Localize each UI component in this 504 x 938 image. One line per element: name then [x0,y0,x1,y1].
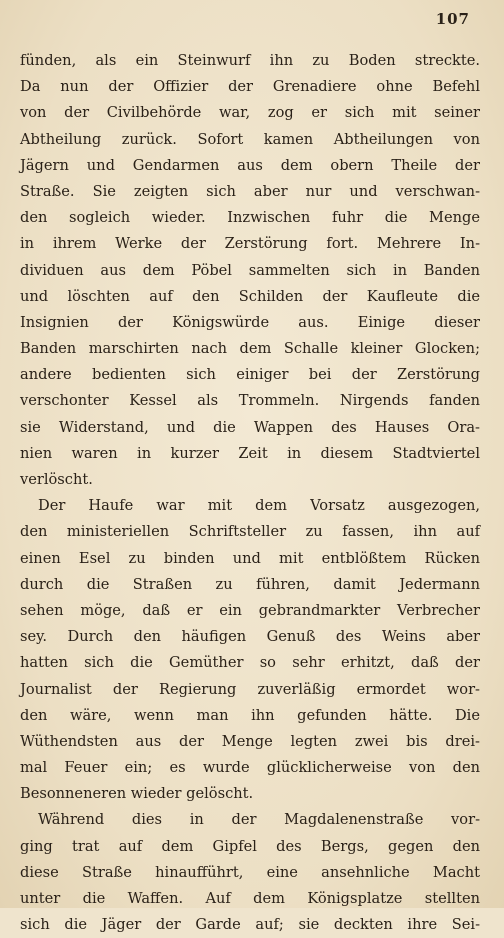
body-text [20,48,480,938]
text-line: den wäre, wenn man ihn gefunden hätte. Die [20,706,480,724]
text-line: andere bedienten sich einiger bei der Zerstörung [20,366,480,384]
text-line: Straße. Sie zeigten sich aber nur und verschwan- [20,182,480,200]
text-line: in ihrem Werke der Zerstörung fort. Mehrere In- [20,235,480,253]
text-line: hatten sich die Gemüther so sehr erhitzt, daß der [20,654,480,672]
text-line: den ministeriellen Schriftsteller zu fassen, ihn auf [20,523,480,541]
page-number: 107 [435,10,470,28]
text-line: einen Esel zu binden und mit entblößtem Rücken [20,549,480,567]
text-line: unter die Waffen. Auf dem Königsplatze stellten [20,890,480,907]
text-line: verschonter Kessel als Trommeln. Nirgends fanden [20,392,480,410]
text-line: Journalist der Regierung zuverläßig ermordet wor- [20,680,480,698]
text-line: sey. Durch den häufigen Genuß des Weins aber [20,628,480,646]
text-line: und löschten auf den Schilden der Kaufleute die [20,287,480,305]
text-line: Banden marschirten nach dem Schalle kleiner Glocken; [20,340,480,358]
text-line: nien waren in kurzer Zeit in diesem Stadtviertel [20,444,480,462]
text-line: den sogleich wieder. Inzwischen fuhr die Menge [20,209,480,227]
text-line: Abtheilung zurück. Sofort kamen Abtheilungen von [20,130,480,148]
text-line: durch die Straßen zu führen, damit Jedermann [20,575,480,593]
text-line: fünden, als ein Steinwurf ihn zu Boden streckte. [20,52,480,69]
text-line: diese Straße hinaufführt, eine ansehnliche Macht [20,863,480,881]
text-line: von der Civilbehörde war, zog er sich mit seiner [20,104,480,122]
text-line: Wüthendsten aus der Menge legten zwei bis drei- [20,732,480,750]
text-line: mal Feuer ein; es wurde glücklicherweise von den [20,759,480,777]
text-line: Besonneneren wieder gelöscht. [20,785,254,803]
text-line: sich die Jäger der Garde auf; sie deckten ihre Sei- [20,916,480,934]
text-line: dividuen aus dem Pöbel sammelten sich in Banden [20,261,480,279]
text-line: Während dies in der Magdalenenstraße vor- [38,811,480,829]
text-line: Insignien der Königswürde aus. Einige dieser [20,313,480,331]
text-line: Der Haufe war mit dem Vorsatz ausgezogen, [38,497,480,515]
text-line: sehen möge, daß er ein gebrandmarkter Verbrecher [20,601,480,619]
text-line: ging trat auf dem Gipfel des Bergs, gegen den [20,837,480,855]
text-line: sie Widerstand, und die Wappen des Hauses Ora- [20,418,480,436]
text-line: Da nun der Offizier der Grenadiere ohne Befehl [20,78,480,96]
text-line: Jägern und Gendarmen aus dem obern Theile der [20,156,480,174]
text-line: verlöscht. [20,471,93,488]
